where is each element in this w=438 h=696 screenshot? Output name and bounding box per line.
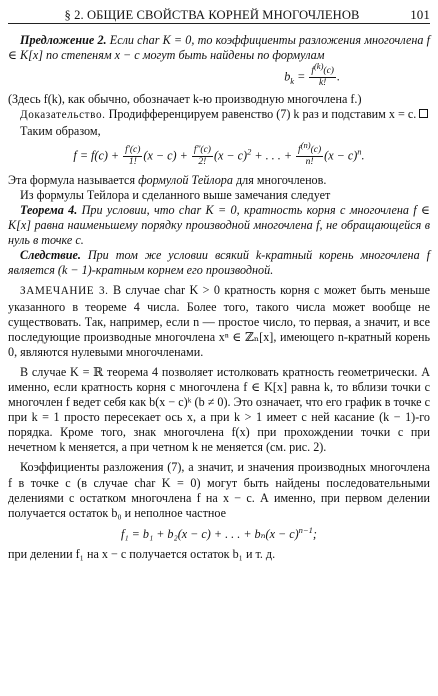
theorem-4 [8, 203, 430, 248]
corollary-label: Следствие. [20, 248, 81, 263]
coefficient-formula: $b_k$ = $\frac{f^{(k)}(c)}{k!}$ . [284, 61, 340, 89]
quotient-formula: f₁ = b₁ + b₂(x − c) + . . . + $b_n(x - c)^{n-1}$; [121, 524, 317, 541]
proof [8, 107, 430, 123]
thus-text: Таким образом, [20, 123, 101, 138]
real-case-paragraph: В случае K = ℝ теорема 4 позволяет истолковать кратность геометрически. А именно, если кратность корня c многочлена f ∈ K[x] равна k, то вблизи точки c многочлен f ведет себя как b(x − c)ᵏ (b ≠ 0). Это означает, что его график в точке c при k = 1 просто пересекает ось x, а при k > 1 имеет с ней касание (k − 1)-го порядка. Кроме того, знак многочлена f(x) при прохождении точки c при нечетном k меняется, а при четном k не меняется (см. рис. 2). [8, 364, 430, 455]
from-taylor-text: Из формулы Тейлора и сделанного выше замечания следует [20, 187, 331, 202]
proposition-2 [8, 33, 430, 63]
proposition-text: Если char K = 0, то коэффициенты разложения многочлена f ∈ K[x] по степеням x − c могут быть найдены по формулам [8, 33, 430, 63]
coefficient-fraction: $\frac{f^{(k)}(c)}{k!}$ [311, 61, 334, 89]
theorem-text: При условии, что char K = 0, кратность корня c многочлена f ∈ K[x] равна наименьшему порядку производной многочлена f, не обращающейся в нуль в точке c. [8, 202, 430, 248]
proof-text: Продифференцируем равенство (7) k раз и подставим x = c. [108, 107, 417, 122]
running-header [8, 4, 430, 24]
proof-label: Доказательство. [20, 109, 106, 122]
derivative-note: (Здесь f(k), как обычно, обозначает k-ю производную многочлена f.) [8, 92, 362, 107]
section-title: § 2. ОБЩИЕ СВОЙСТВА КОРНЕЙ МНОГОЧЛЕНОВ [64, 8, 360, 22]
qed-box-icon [419, 109, 428, 118]
corollary-text: При том же условии всякий k-кратный корень многочлена f является (k − 1)-кратным корнем его производной. [8, 248, 430, 278]
corollary [8, 248, 430, 278]
remark-text: В случае char K > 0 кратность корня c может быть меньше указанного в теореме 4 числа. Более того, такого числа может вообще не существовать. Так, например, если n — простое число, то первая, а значит, и все последующие производные многочлена xⁿ ∈ ℤₙ[x], имеющего n-кратный корень 0, являются нулевыми многочленами. [8, 283, 430, 359]
taylor-name: Эта формула называется формулой Тейлора для многочленов. [8, 172, 327, 187]
remark-3 [8, 283, 430, 359]
proposition-label: Предложение 2. [20, 33, 107, 47]
theorem-label: Теорема 4. [20, 202, 78, 217]
last-line: при делении f₁ на x − c получается остаток b₁ и т. д. [8, 546, 276, 561]
remark-label: ЗАМЕЧАНИЕ 3. [20, 285, 109, 298]
taylor-formula: f = f(c) + $\frac{f'(c)}{1!}$ (x − c) + $\frac{f''(c)}{2!}$ $(x - c)^2$ + . . . + $\frac{f^{(n)}(c)}{n!}$ $(x - c)^n$. [73, 139, 365, 167]
page-number: 101 [410, 7, 430, 22]
page-body [8, 33, 430, 562]
coefficients-paragraph: Коэффициенты разложения (7), а значит, и значения производных многочлена f в точке c (в случае char K = 0) могут быть найдены последовательными делениями с остатком многочлена f на x − c. А именно, при первом делении получается остаток b₀ и неполное частное [8, 460, 430, 520]
